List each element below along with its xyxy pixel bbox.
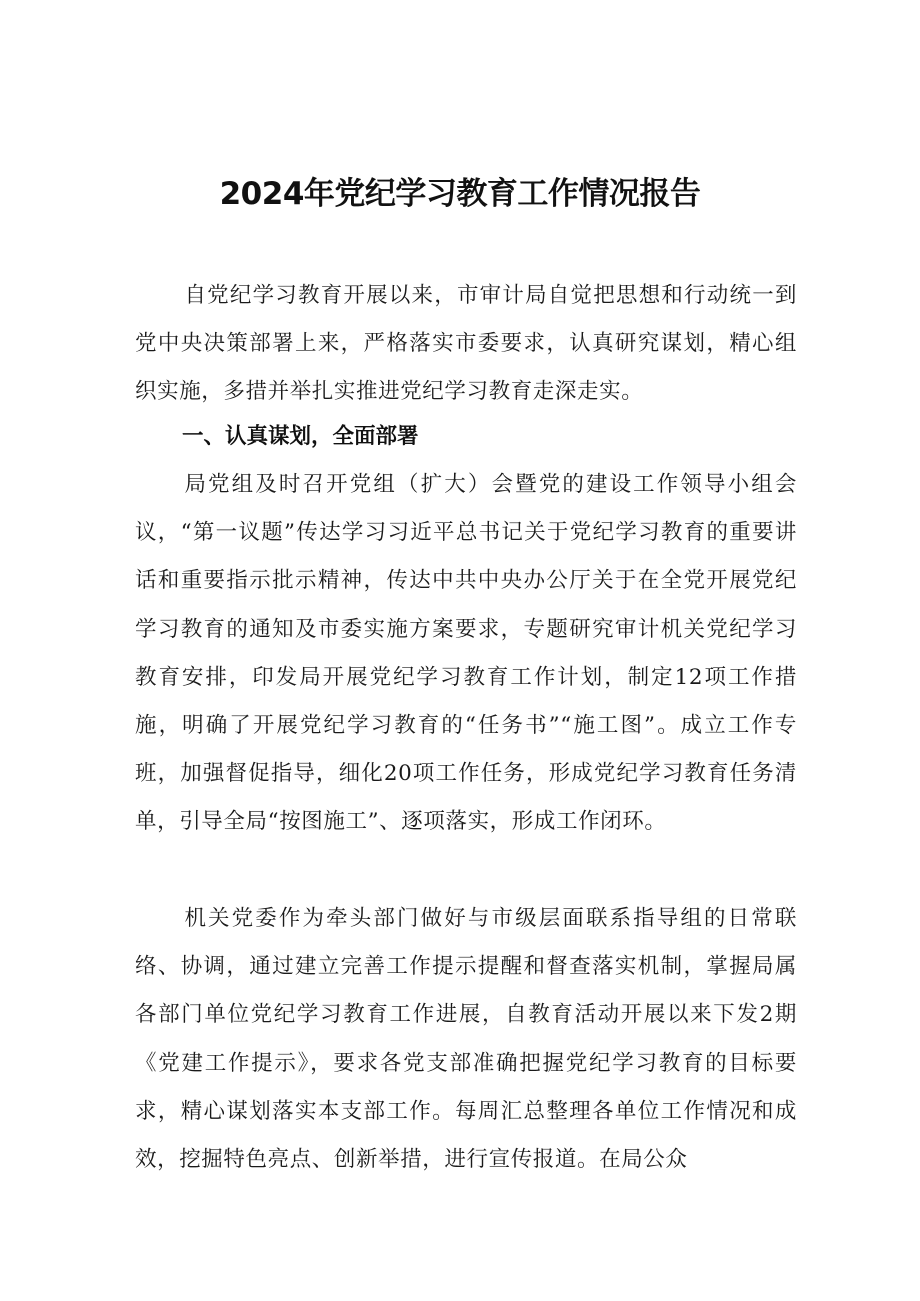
planning-paragraph-block — [135, 461, 797, 847]
section-heading: 一、认真谋划，全面部署 — [182, 424, 419, 449]
planning-paragraph: 局党组及时召开党组（扩大）会暨党的建设工作领导小组会议，“第一议题”传达学习习近平总书记关于党纪学习教育的重要讲话和重要指示批示精神，传达中共中央办公厅关于在全党开展党纪学习教育的通知及市委实施方案要求，专题研究审计机关党纪学习教育安排，印发局开展党纪学习教育工作计划，制定12项工作措施，明确了开展党纪学习教育的“任务书”“施工图”。成立工作专班，加强督促指导，细化20项工作任务，形成党纪学习教育任务清单，引导全局“按图施工”、逐项落实，形成工作闭环。 — [135, 472, 797, 835]
document-title: 2024年党纪学习教育工作情况报告 — [219, 176, 701, 212]
intro-paragraph-block — [135, 272, 797, 417]
intro-paragraph: 自党纪学习教育开展以来，市审计局自觉把思想和行动统一到党中央决策部署上来，严格落实市委要求，认真研究谋划，精心组织实施，多措并举扎实推进党纪学习教育走深走实。 — [135, 283, 797, 405]
coordination-paragraph-block — [135, 895, 797, 1184]
coordination-paragraph: 机关党委作为牵头部门做好与市级层面联系指导组的日常联络、协调，通过建立完善工作提示提醒和督查落实机制，掌握局属各部门单位党纪学习教育工作进展，自教育活动开展以来下发2期《党建工作提示》，要求各党支部准确把握党纪学习教育的目标要求，精心谋划落实本支部工作。每周汇总整理各单位工作情况和成效，挖掘特色亮点、创新举措，进行宣传报道。在局公众 — [135, 906, 797, 1173]
